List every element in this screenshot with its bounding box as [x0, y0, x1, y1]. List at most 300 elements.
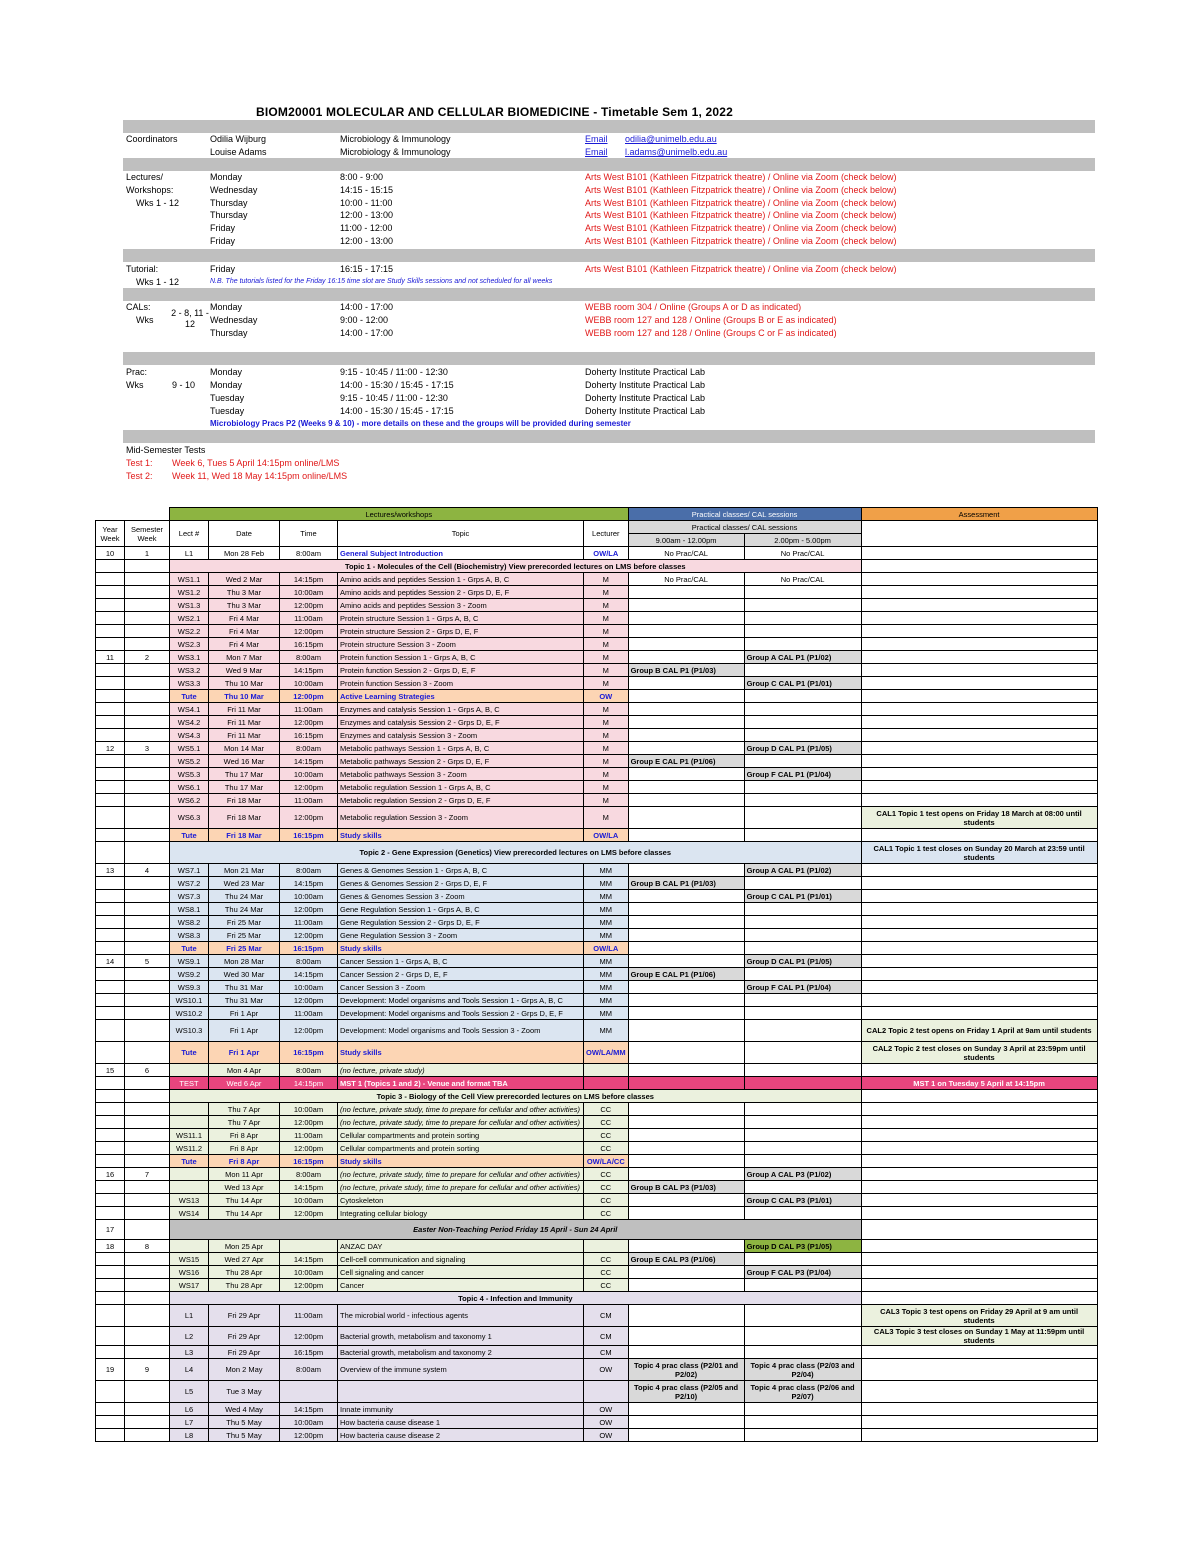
assessment-cell	[861, 1253, 1097, 1266]
topic-cell: (no lecture, private study)	[338, 1064, 584, 1077]
lect-cell: WS1.2	[170, 586, 209, 599]
assessment-cell	[861, 955, 1097, 968]
assessment-cell	[861, 677, 1097, 690]
lecturer-cell: M	[584, 729, 629, 742]
prac-am-cell	[628, 955, 744, 968]
year-week-cell	[96, 755, 125, 768]
lecturer-cell: M	[584, 638, 629, 651]
assessment-cell	[861, 1346, 1097, 1359]
table-row	[96, 1181, 1098, 1194]
lecture-time: 14:15 - 15:15	[340, 184, 394, 195]
assessment-cell	[861, 1381, 1097, 1403]
assessment-cell	[861, 864, 1097, 877]
sem-week-cell	[125, 638, 170, 651]
sem-week-cell	[125, 1253, 170, 1266]
topic-cell: Cell signaling and cancer	[338, 1266, 584, 1279]
table-row	[96, 1359, 1098, 1381]
year-week-cell: 18	[96, 1240, 125, 1253]
lecturer-cell: M	[584, 586, 629, 599]
lect-cell: WS2.3	[170, 638, 209, 651]
tests-label: Mid-Semester Tests	[126, 445, 206, 455]
year-week-cell	[96, 1381, 125, 1403]
topic-cell: Genes & Genomes Session 1 - Grps A, B, C	[338, 864, 584, 877]
prac-pm-cell	[744, 1279, 861, 1292]
lecturer-cell: CC	[584, 1253, 629, 1266]
prac-pm-cell: Group C CAL P1 (P1/01)	[744, 890, 861, 903]
lect-cell: WS11.1	[170, 1129, 209, 1142]
prac-pm-cell: Group D CAL P3 (P1/05)	[744, 1240, 861, 1253]
time-cell: 10:00am	[280, 890, 338, 903]
prac-am-cell	[628, 1403, 744, 1416]
topic-cell: MST 1 (Topics 1 and 2) - Venue and format TBA	[338, 1077, 584, 1090]
cals-weeks: 2 - 8, 11 - 12	[171, 308, 209, 329]
email-address-link[interactable]: l.adams@unimelb.edu.au	[625, 147, 728, 157]
table-row	[96, 677, 1098, 690]
assessment-cell	[861, 586, 1097, 599]
time-cell: 12:00pm	[280, 994, 338, 1007]
date-cell: Fri 11 Mar	[209, 729, 280, 742]
cal-day: Wednesday	[210, 315, 258, 325]
email-address-link[interactable]: odilia@unimelb.edu.au	[625, 134, 717, 144]
date-cell: Thu 24 Mar	[209, 890, 280, 903]
table-row	[96, 755, 1098, 768]
prac-am-cell	[628, 1207, 744, 1220]
lect-cell: Tute	[170, 829, 209, 842]
lect-cell: WS7.1	[170, 864, 209, 877]
topic-banner: Topic 1 - Molecules of the Cell (Biochemistry) View prerecorded lectures on LMS before classes	[170, 560, 862, 573]
time-cell: 12:00pm	[280, 690, 338, 703]
date-cell: Mon 2 May	[209, 1359, 280, 1381]
lect-cell: WS2.1	[170, 612, 209, 625]
sem-week-cell	[125, 1416, 170, 1429]
assessment-cell	[861, 994, 1097, 1007]
header-lect: Lect #	[170, 521, 209, 547]
lecture-venue: Arts West B101 (Kathleen Fitzpatrick theatre) / Online via Zoom (check below)	[585, 172, 897, 182]
lecturer-cell: OW	[584, 690, 629, 703]
sem-week-cell	[125, 1103, 170, 1116]
lect-cell: WS6.3	[170, 807, 209, 829]
header-lectures: Lectures/workshops	[170, 508, 629, 521]
year-week-cell	[96, 929, 125, 942]
prac-am-cell	[628, 807, 744, 829]
date-cell: Thu 14 Apr	[209, 1207, 280, 1220]
header-date: Date	[209, 521, 280, 547]
lect-cell	[170, 1181, 209, 1194]
date-cell: Wed 6 Apr	[209, 1077, 280, 1090]
prac-am-cell	[628, 690, 744, 703]
assessment-cell	[861, 1064, 1097, 1077]
time-cell: 14:15pm	[280, 968, 338, 981]
lecture-time: 11:00 - 12:00	[340, 223, 393, 234]
topic-cell: Development: Model organisms and Tools Session 3 - Zoom	[338, 1020, 584, 1042]
assessment-cell	[861, 599, 1097, 612]
lecture-day: Monday	[210, 172, 243, 182]
year-week-cell: 13	[96, 864, 125, 877]
date-cell: Thu 10 Mar	[209, 690, 280, 703]
prac-pm-cell	[744, 929, 861, 942]
prac-venue: Doherty Institute Practical Lab	[585, 380, 706, 390]
lecturer-cell: CC	[584, 1129, 629, 1142]
sem-week-cell	[125, 1429, 170, 1442]
year-week-cell: 19	[96, 1359, 125, 1381]
time-cell: 14:15pm	[280, 755, 338, 768]
prac-day: Monday	[210, 367, 243, 377]
lect-cell: WS16	[170, 1266, 209, 1279]
coordinator-dept: Microbiology & Immunology	[340, 134, 451, 144]
date-cell: Fri 29 Apr	[209, 1327, 280, 1346]
assessment-cell	[861, 981, 1097, 994]
topic-cell: Study skills	[338, 942, 584, 955]
prac-pm-cell	[744, 1042, 861, 1064]
topic-cell: ANZAC DAY	[338, 1240, 584, 1253]
lecture-time: 12:00 - 13:00	[340, 210, 394, 221]
year-week-cell	[96, 890, 125, 903]
tutorial-time: 16:15 - 17:15	[340, 264, 394, 274]
year-week-cell	[96, 1116, 125, 1129]
date-cell: Fri 29 Apr	[209, 1346, 280, 1359]
time-cell: 11:00am	[280, 794, 338, 807]
lecturer-cell: OW	[584, 1429, 629, 1442]
sem-week-cell	[125, 768, 170, 781]
sem-week-cell	[125, 716, 170, 729]
prac-pm-cell: Group C CAL P3 (P1/01)	[744, 1194, 861, 1207]
prac-pm-cell	[744, 1403, 861, 1416]
prac-day: Monday	[210, 380, 243, 390]
lecture-time: 12:00 - 13:00	[340, 236, 394, 246]
topic-cell: Gene Regulation Session 2 - Grps D, E, F	[338, 916, 584, 929]
year-week-cell	[96, 1253, 125, 1266]
lecturer-cell: M	[584, 625, 629, 638]
sem-week-cell	[125, 560, 170, 573]
prac-time: 9:15 - 10:45 / 11:00 - 12:30	[340, 367, 448, 377]
topic-cell: Protein function Session 2 - Grps D, E, F	[338, 664, 584, 677]
prac-am-cell	[628, 981, 744, 994]
prac-am-cell: No Prac/CAL	[628, 547, 744, 560]
separator-band	[123, 352, 1095, 365]
lecture-day: Wednesday	[210, 184, 258, 195]
prac-time: 14:00 - 15:30 / 15:45 - 17:15	[340, 380, 454, 390]
table-row	[96, 1346, 1098, 1359]
prac-am-cell	[628, 742, 744, 755]
time-cell: 12:00pm	[280, 807, 338, 829]
table-row	[96, 829, 1098, 842]
year-week-cell	[96, 994, 125, 1007]
lect-cell: L3	[170, 1346, 209, 1359]
sem-week-cell	[125, 612, 170, 625]
topic-cell: Metabolic regulation Session 2 - Grps D, E, F	[338, 794, 584, 807]
assessment-cell	[861, 768, 1097, 781]
prac-pm-cell	[744, 1020, 861, 1042]
sem-week-cell	[125, 755, 170, 768]
lect-cell: L1	[170, 547, 209, 560]
date-cell: Fri 18 Mar	[209, 794, 280, 807]
lect-cell: WS10.2	[170, 1007, 209, 1020]
prac-am-cell	[628, 612, 744, 625]
lect-cell: WS17	[170, 1279, 209, 1292]
sem-week-cell	[125, 573, 170, 586]
prac-pm-cell	[744, 968, 861, 981]
prac-pm-cell: Group C CAL P1 (P1/01)	[744, 677, 861, 690]
time-cell: 12:00pm	[280, 781, 338, 794]
lecturer-cell: MM	[584, 877, 629, 890]
year-week-cell	[96, 1129, 125, 1142]
year-week-cell	[96, 1181, 125, 1194]
lectures-label: Lectures/	[126, 172, 164, 182]
prac-am-cell	[628, 942, 744, 955]
prac-pm-cell	[744, 916, 861, 929]
lecturer-cell: CC	[584, 1207, 629, 1220]
assessment-cell	[861, 1129, 1097, 1142]
prac-am-cell	[628, 1416, 744, 1429]
topic-cell: Bacterial growth, metabolism and taxonomy 2	[338, 1346, 584, 1359]
date-cell: Fri 1 Apr	[209, 1007, 280, 1020]
table-row	[96, 781, 1098, 794]
date-cell: Fri 25 Mar	[209, 929, 280, 942]
email-link[interactable]: Email	[585, 134, 608, 144]
year-week-cell	[96, 677, 125, 690]
year-week-cell	[96, 1007, 125, 1020]
table-row	[96, 864, 1098, 877]
time-cell: 10:00am	[280, 1266, 338, 1279]
table-row	[96, 955, 1098, 968]
date-cell: Fri 8 Apr	[209, 1129, 280, 1142]
date-cell: Wed 30 Mar	[209, 968, 280, 981]
topic-cell: Gene Regulation Session 1 - Grps A, B, C	[338, 903, 584, 916]
year-week-cell	[96, 1327, 125, 1346]
assessment-cell: CAL3 Topic 3 test closes on Sunday 1 May at 11:59pm until students	[861, 1327, 1097, 1346]
prac-pm-cell	[744, 1077, 861, 1090]
topic-cell: Innate immunity	[338, 1403, 584, 1416]
prac-venue: Doherty Institute Practical Lab	[585, 367, 706, 377]
prac-pm-cell	[744, 781, 861, 794]
prac-pm-cell	[744, 703, 861, 716]
assessment-cell	[861, 1116, 1097, 1129]
topic-cell: Metabolic pathways Session 2 - Grps D, E, F	[338, 755, 584, 768]
topic-cell: Gene Regulation Session 3 - Zoom	[338, 929, 584, 942]
year-week-cell	[96, 625, 125, 638]
prac-pm-cell	[744, 994, 861, 1007]
prac-pm-cell	[744, 586, 861, 599]
lecturer-cell: CM	[584, 1346, 629, 1359]
sem-week-cell	[125, 981, 170, 994]
assessment-cell	[861, 1142, 1097, 1155]
topic-cell: Cellular compartments and protein sorting	[338, 1142, 584, 1155]
sem-week-cell: 6	[125, 1064, 170, 1077]
time-cell: 16:15pm	[280, 942, 338, 955]
topic-banner: Topic 4 - Infection and Immunity	[170, 1292, 862, 1305]
prac-pm-cell: Group F CAL P3 (P1/04)	[744, 1266, 861, 1279]
year-week-cell	[96, 638, 125, 651]
sem-week-cell	[125, 994, 170, 1007]
coordinators-label: Coordinators	[126, 134, 178, 144]
table-row	[96, 1077, 1098, 1090]
prac-pm-cell	[744, 690, 861, 703]
sem-week-cell: 3	[125, 742, 170, 755]
prac-am-cell	[628, 1346, 744, 1359]
prac-weeks-label: Wks	[126, 380, 144, 390]
prac-pm-cell	[744, 794, 861, 807]
topic-cell: Enzymes and catalysis Session 3 - Zoom	[338, 729, 584, 742]
year-week-cell	[96, 1292, 125, 1305]
prac-pm-cell	[744, 1416, 861, 1429]
test1-label: Test 1:	[126, 458, 153, 468]
date-cell: Fri 4 Mar	[209, 612, 280, 625]
lecturer-cell: M	[584, 612, 629, 625]
topic-cell: Integrating cellular biology	[338, 1207, 584, 1220]
assessment-cell	[861, 1429, 1097, 1442]
lect-cell: L1	[170, 1305, 209, 1327]
topic-cell: Cancer Session 1 - Grps A, B, C	[338, 955, 584, 968]
topic-cell: (no lecture, private study, time to prepare for cellular and other activities)	[338, 1116, 584, 1129]
sem-week-cell	[125, 1305, 170, 1327]
lecturer-cell: M	[584, 716, 629, 729]
topic-banner: Topic 3 - Biology of the Cell View prerecorded lectures on LMS before classes	[170, 1090, 862, 1103]
topic-cell: Overview of the immune system	[338, 1359, 584, 1381]
test2-label: Test 2:	[126, 471, 153, 481]
header-lecturer: Lecturer	[584, 521, 629, 547]
year-week-cell	[96, 729, 125, 742]
prac-pm-cell: Group D CAL P1 (P1/05)	[744, 955, 861, 968]
prac-pm-cell	[744, 1116, 861, 1129]
date-cell: Mon 28 Mar	[209, 955, 280, 968]
prac-am-cell	[628, 729, 744, 742]
cal-venue: WEBB room 127 and 128 / Online (Groups B or E as indicated)	[585, 315, 837, 325]
lecturer-cell: CC	[584, 1279, 629, 1292]
header-pracs-sub: Practical classes/ CAL sessions	[628, 521, 861, 534]
prac-am-cell	[628, 916, 744, 929]
year-week-cell: 10	[96, 547, 125, 560]
prac-pm-cell	[744, 1103, 861, 1116]
sem-week-cell	[125, 599, 170, 612]
year-week-cell	[96, 1020, 125, 1042]
time-cell: 14:15pm	[280, 1077, 338, 1090]
sem-week-cell: 7	[125, 1168, 170, 1181]
table-row	[96, 651, 1098, 664]
year-week-cell	[96, 781, 125, 794]
table-row	[96, 807, 1098, 829]
lecturer-cell: CM	[584, 1305, 629, 1327]
prac-note: Microbiology Pracs P2 (Weeks 9 & 10) - more details on these and the groups will be provided during semester	[210, 419, 631, 428]
prac-pm-cell	[744, 1327, 861, 1346]
prac-am-cell: Group E CAL P3 (P1/06)	[628, 1253, 744, 1266]
prac-am-cell	[628, 1020, 744, 1042]
prac-pm-cell	[744, 755, 861, 768]
lecturer-cell: OW/LA/MM	[584, 1042, 629, 1064]
time-cell: 12:00pm	[280, 625, 338, 638]
lecturer-cell: OW/LA	[584, 942, 629, 955]
prac-am-cell	[628, 768, 744, 781]
prac-am-cell	[628, 1266, 744, 1279]
table-row	[96, 1240, 1098, 1253]
year-week-cell	[96, 1142, 125, 1155]
prac-am-cell	[628, 1194, 744, 1207]
year-week-cell: 15	[96, 1064, 125, 1077]
prac-am-cell: Group B CAL P1 (P1/03)	[628, 664, 744, 677]
sem-week-cell	[125, 1279, 170, 1292]
lect-cell: L4	[170, 1359, 209, 1381]
sem-week-cell	[125, 877, 170, 890]
time-cell: 11:00am	[280, 1129, 338, 1142]
time-cell: 11:00am	[280, 612, 338, 625]
prac-am-cell	[628, 716, 744, 729]
sem-week-cell	[125, 929, 170, 942]
topic-cell: Metabolic regulation Session 3 - Zoom	[338, 807, 584, 829]
separator-band	[123, 120, 1095, 133]
lecturer-cell	[584, 1077, 629, 1090]
assessment-cell	[861, 794, 1097, 807]
sem-week-cell	[125, 1090, 170, 1103]
year-week-cell	[96, 877, 125, 890]
lecturer-cell: MM	[584, 955, 629, 968]
table-row	[96, 842, 1098, 864]
topic-cell: Cell-cell communication and signaling	[338, 1253, 584, 1266]
lect-cell: WS8.3	[170, 929, 209, 942]
lecture-time: 10:00 - 11:00	[340, 197, 393, 208]
prac-am-cell: Topic 4 prac class (P2/01 and P2/02)	[628, 1359, 744, 1381]
lect-cell: Tute	[170, 942, 209, 955]
sem-week-cell	[125, 842, 170, 864]
prac-pm-cell: Topic 4 prac class (P2/06 and P2/07)	[744, 1381, 861, 1403]
assessment-cell	[861, 1155, 1097, 1168]
table-row	[96, 1416, 1098, 1429]
date-cell: Mon 11 Apr	[209, 1168, 280, 1181]
sem-week-cell	[125, 781, 170, 794]
lecturer-cell: OW	[584, 1403, 629, 1416]
year-week-cell	[96, 703, 125, 716]
header-time: Time	[280, 521, 338, 547]
table-row	[96, 981, 1098, 994]
prac-am-cell	[628, 1129, 744, 1142]
time-cell: 10:00am	[280, 1194, 338, 1207]
lecture-venue: Arts West B101 (Kathleen Fitzpatrick theatre) / Online via Zoom (check below)	[585, 223, 897, 234]
date-cell: Fri 25 Mar	[209, 942, 280, 955]
lecturer-cell: MM	[584, 1020, 629, 1042]
table-row	[96, 1064, 1098, 1077]
lect-cell: L8	[170, 1429, 209, 1442]
lect-cell: WS8.2	[170, 916, 209, 929]
assessment-cell	[861, 612, 1097, 625]
sem-week-cell	[125, 807, 170, 829]
email-link[interactable]: Email	[585, 147, 608, 157]
lect-cell: WS10.1	[170, 994, 209, 1007]
date-cell: Mon 14 Mar	[209, 742, 280, 755]
date-cell: Thu 28 Apr	[209, 1279, 280, 1292]
topic-cell: Protein function Session 3 - Zoom	[338, 677, 584, 690]
lecturer-cell: M	[584, 664, 629, 677]
assessment-cell	[861, 742, 1097, 755]
time-cell: 16:15pm	[280, 638, 338, 651]
prac-pm-cell	[744, 1155, 861, 1168]
prac-weeks: 9 - 10	[172, 380, 196, 390]
sem-week-cell	[125, 1077, 170, 1090]
table-row	[96, 742, 1098, 755]
prac-am-cell	[628, 586, 744, 599]
date-cell: Fri 4 Mar	[209, 625, 280, 638]
prac-pm-cell	[744, 1064, 861, 1077]
time-cell: 10:00am	[280, 677, 338, 690]
topic-cell: Cancer Session 3 - Zoom	[338, 981, 584, 994]
sem-week-cell	[125, 1292, 170, 1305]
lect-cell: WS5.2	[170, 755, 209, 768]
lecture-venue: Arts West B101 (Kathleen Fitzpatrick theatre) / Online via Zoom (check below)	[585, 236, 897, 246]
prac-am-cell	[628, 651, 744, 664]
assessment-cell	[861, 1266, 1097, 1279]
time-cell: 11:00am	[280, 703, 338, 716]
prac-am-cell	[628, 599, 744, 612]
lect-cell	[170, 1116, 209, 1129]
lecturer-cell: M	[584, 703, 629, 716]
cal-day: Monday	[210, 302, 243, 312]
